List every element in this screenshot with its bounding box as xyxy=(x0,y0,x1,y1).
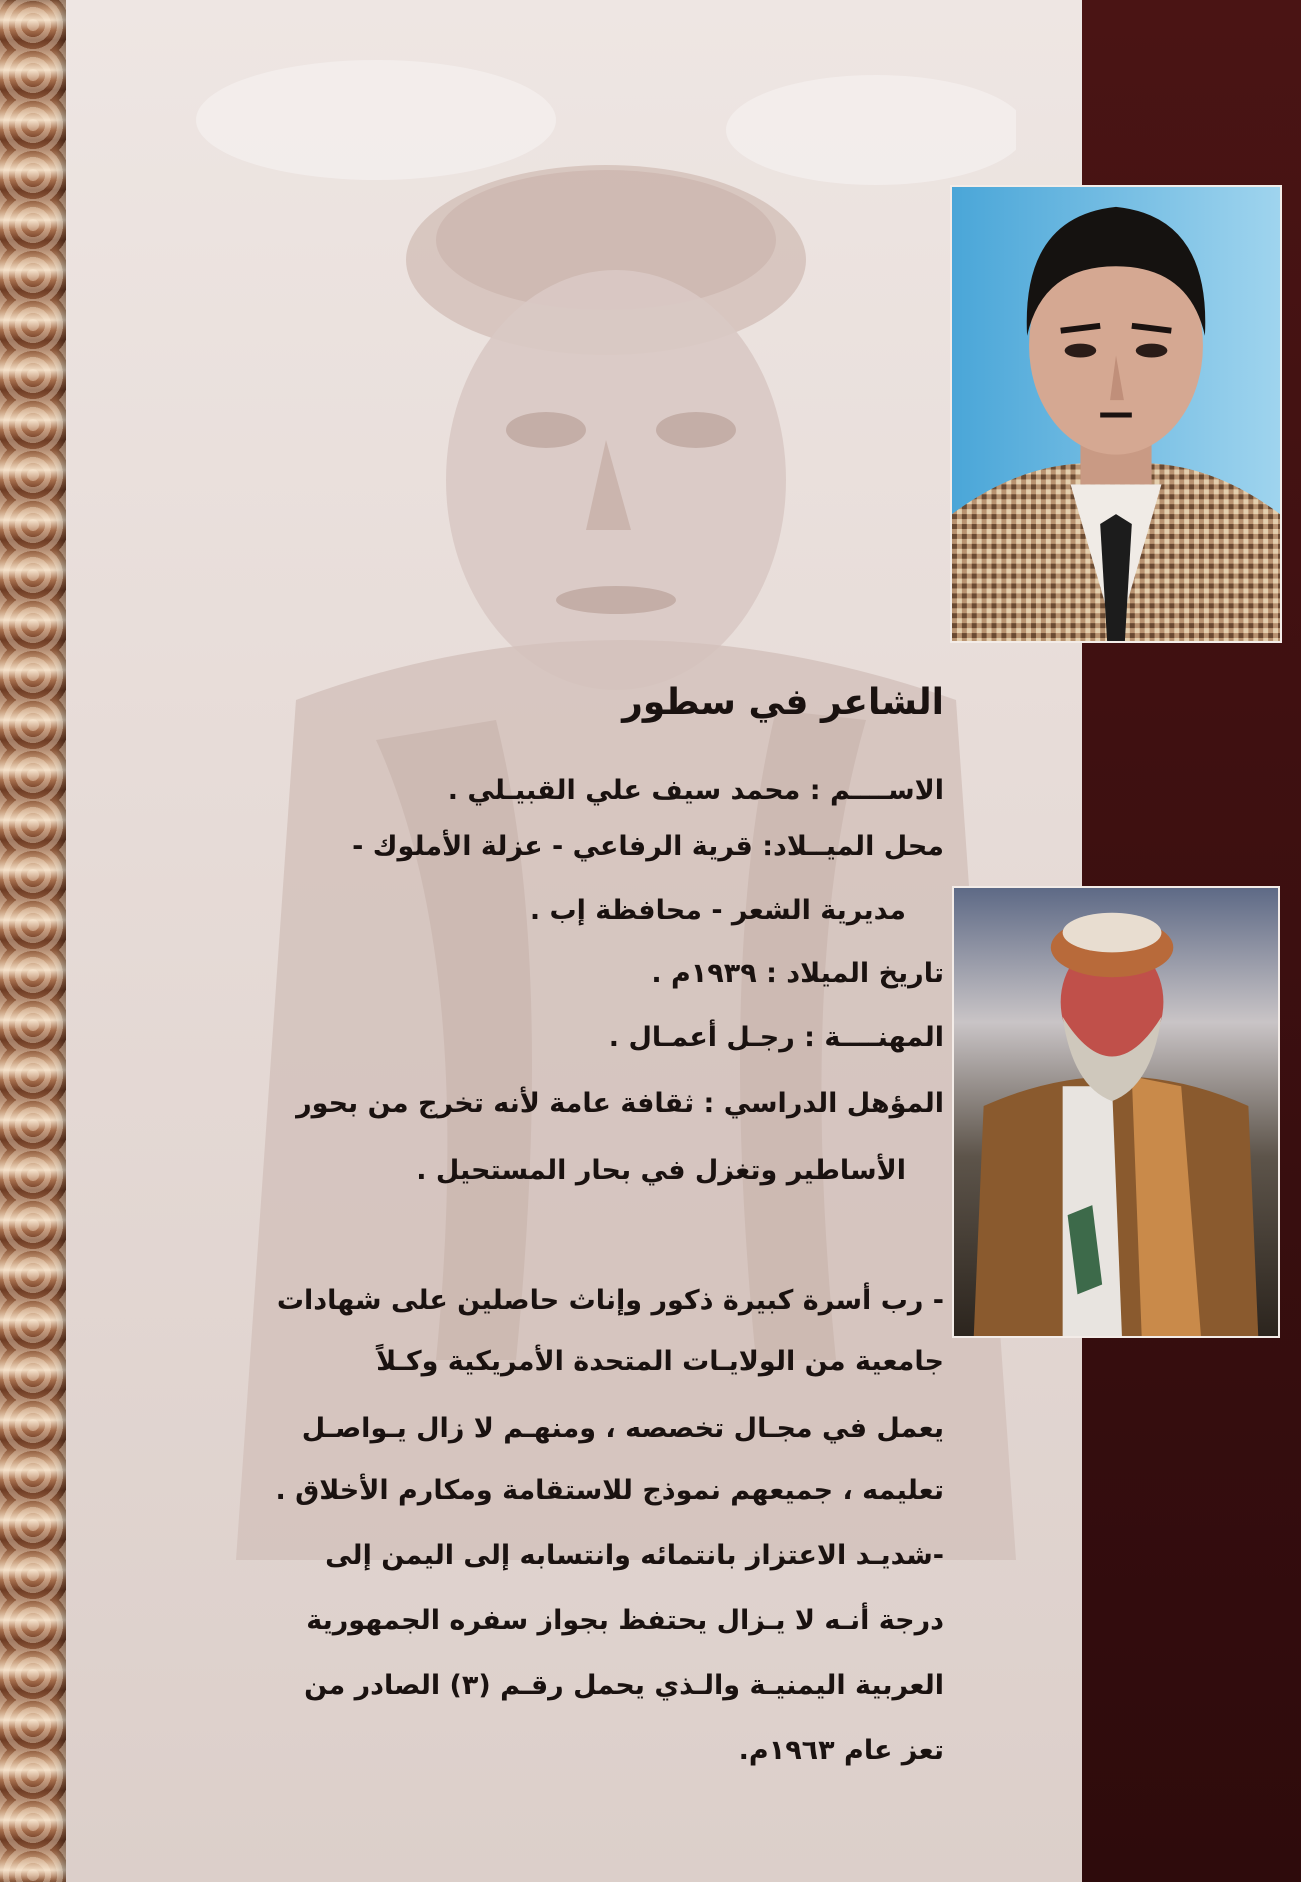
content-area xyxy=(66,0,1082,1882)
info-line-birthdate: تاريخ الميلاد : ١٩٣٩م . xyxy=(651,958,944,989)
info-line-profession: المهنــــة : رجـل أعمـال . xyxy=(608,1022,944,1053)
info-line-name: الاســــم : محمد سيف علي القبيـلي . xyxy=(447,775,944,806)
section-heading: الشاعر في سطور xyxy=(622,682,944,723)
young-portrait-photo xyxy=(950,185,1282,643)
portrait-watermark xyxy=(176,60,1016,1560)
bio-paragraph-line-3: يعمل في مجـال تخصصه ، ومنهـم لا زال يـواصـل xyxy=(301,1413,944,1444)
bio-paragraph-line-2: جامعية من الولايـات المتحدة الأمريكية وكـلاً xyxy=(376,1346,944,1377)
elder-portrait-photo xyxy=(952,886,1280,1338)
bio-paragraph-line-7: العربية اليمنيـة والـذي يحمل رقـم (٣) الصادر من xyxy=(304,1670,944,1701)
bio-paragraph-line-1: - رب أسرة كبيرة ذكور وإناث حاصلين على شهادات xyxy=(276,1285,944,1316)
bio-paragraph-line-5: -شديـد الاعتزاز بانتمائه وانتسابه إلى اليمن إلى xyxy=(325,1540,944,1571)
bio-paragraph-line-8: تعز عام ١٩٦٣م. xyxy=(738,1735,944,1766)
bio-paragraph-line-6: درجة أنـه لا يـزال يحتفظ بجواز سفره الجمهورية xyxy=(306,1605,944,1636)
ornamental-left-border xyxy=(0,0,66,1882)
bio-paragraph-line-4: تعليمه ، جميعهم نموذج للاستقامة ومكارم الأخلاق . xyxy=(275,1475,944,1506)
info-line-birthplace: محل الميــلاد: قرية الرفاعي - عزلة الأملوك - xyxy=(352,831,944,862)
info-line-education: المؤهل الدراسي : ثقافة عامة لأنه تخرج من بحور xyxy=(296,1088,944,1119)
info-line-education-cont: الأساطير وتغزل في بحار المستحيل . xyxy=(416,1155,906,1186)
info-line-birthplace-cont: مديرية الشعر - محافظة إب . xyxy=(529,895,906,926)
